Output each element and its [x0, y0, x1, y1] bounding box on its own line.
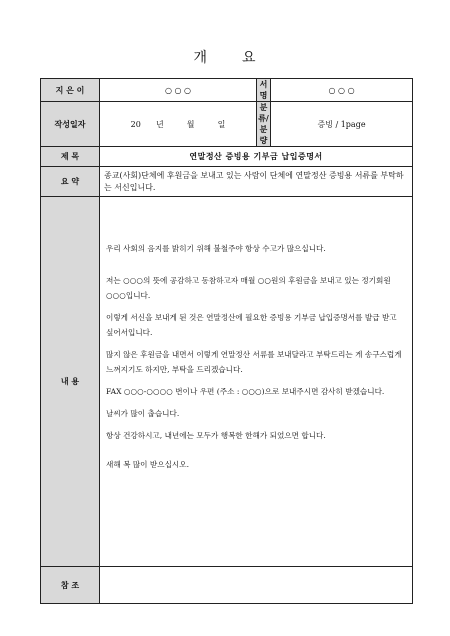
date-value[interactable]	[100, 102, 257, 147]
author-row	[41, 79, 413, 102]
document-form-table	[40, 78, 413, 604]
date-year-unit: 년	[155, 119, 164, 129]
summary-label: 요 약	[41, 167, 100, 197]
page-title-part-1: 개	[193, 50, 208, 66]
document-title[interactable]: 연말정산 증빙용 기부금 납입증명서	[100, 147, 413, 167]
content-paragraph: 이렇게 서신을 보내게 된 것은 연말정산에 필요한 증빙용 기부금 납입증명서를 발급 받고 싶어서입니다.	[106, 313, 397, 337]
signature-label: 서 명	[257, 79, 271, 102]
content-paragraph: 많지 않은 후원금을 내면서 이렇게 연말정산 서류를 보내달라고 부탁드리는 게 송구스럽게 느껴지기도 하지만, 부탁을 드리겠습니다.	[106, 350, 402, 374]
signature-value[interactable]: ○ ○ ○	[271, 79, 413, 102]
category-label: 분류/분량	[258, 103, 269, 145]
title-label: 제 목	[41, 147, 100, 167]
summary-row	[41, 167, 413, 197]
title-row	[41, 147, 413, 167]
page-title-part-2: 요	[242, 50, 257, 66]
author-label: 지 은 이	[41, 79, 100, 102]
content-paragraph: FAX ○○○-○○○○ 번이나 우편 (주소 : ○○○)으로 보내주시면 감사히 받겠습니다.	[106, 387, 385, 396]
date-day-unit: 일	[217, 119, 226, 129]
content-body[interactable]	[100, 197, 413, 567]
content-paragraph: 저는 ○○○의 뜻에 공감하고 동참하고자 매월 ○○원의 후원금을 보내고 있는 정기회원 ○○○입니다.	[106, 276, 391, 300]
content-paragraph: 새해 복 많이 받으십시오.	[106, 460, 190, 469]
date-month-unit: 월	[186, 119, 195, 129]
content-paragraph: 항상 건강하시고, 내년에는 모두가 행복한 한해가 되었으면 합니다.	[106, 431, 326, 440]
content-row	[41, 197, 413, 567]
reference-value[interactable]	[100, 567, 413, 604]
date-row	[41, 102, 413, 147]
content-label: 내 용	[41, 197, 100, 567]
author-value[interactable]: ○ ○ ○	[100, 79, 257, 102]
page-title	[0, 47, 450, 67]
reference-row	[41, 567, 413, 604]
category-value[interactable]: 증빙 / 1page	[271, 102, 413, 147]
content-paragraph: 우리 사회의 음지를 밝히기 위해 불철주야 항상 수고가 많으십니다.	[106, 244, 326, 253]
reference-label: 참 조	[41, 567, 100, 604]
summary-text[interactable]: 종교(사회)단체에 후원금을 보내고 있는 사람이 단체에 연말정산 증빙용 서류를 부탁하는 서신입니다.	[100, 167, 413, 197]
content-paragraph: 날씨가 많이 춥습니다.	[106, 409, 180, 418]
date-label: 작성일자	[41, 102, 100, 147]
date-year: 20	[130, 119, 141, 129]
